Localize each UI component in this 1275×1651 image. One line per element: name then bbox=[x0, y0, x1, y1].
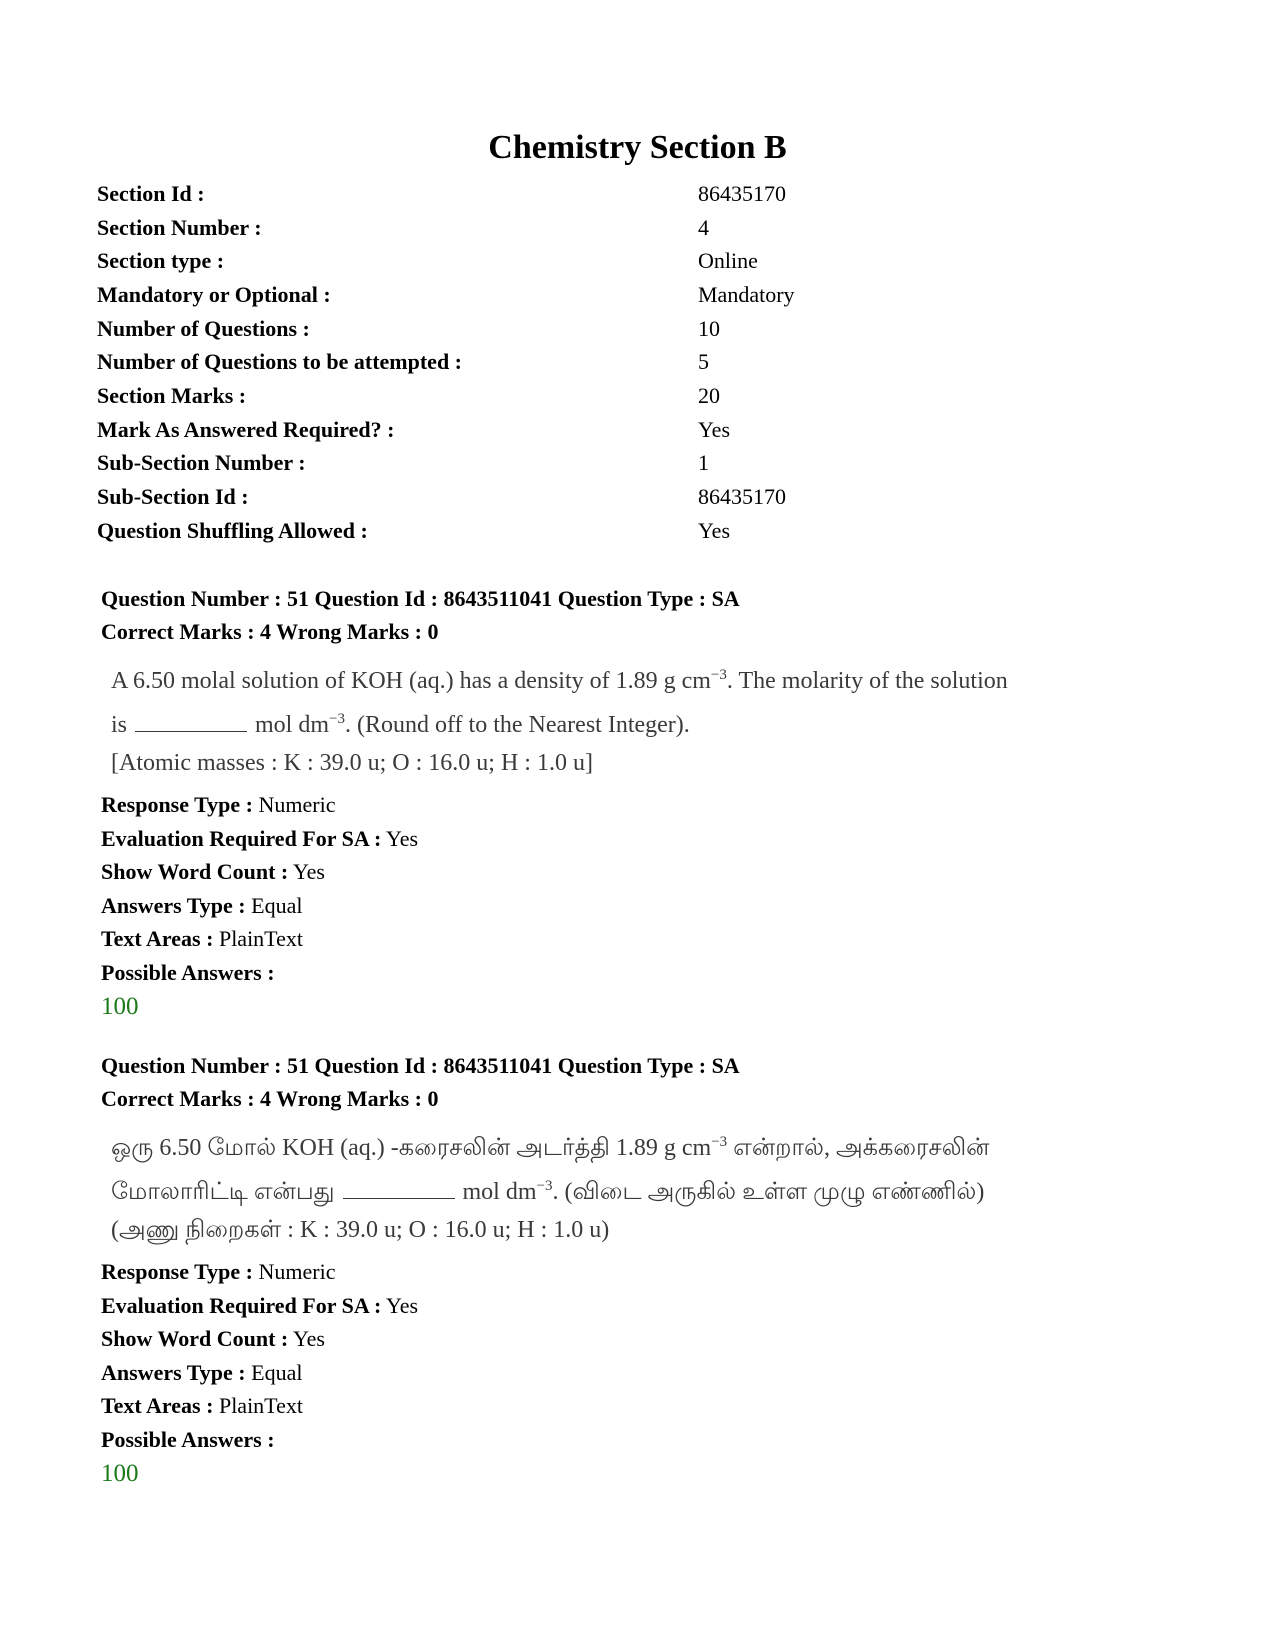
question-text-part: is bbox=[111, 712, 128, 738]
attr-show-word-count bbox=[101, 855, 1221, 889]
meta-row-sub-section-id bbox=[97, 480, 1197, 514]
attr-label: Possible Answers : bbox=[101, 1426, 275, 1452]
attr-value: PlainText bbox=[218, 1393, 303, 1418]
possible-answer-value: 100 bbox=[101, 993, 139, 1020]
superscript: −3 bbox=[329, 711, 345, 727]
meta-value: Online bbox=[698, 248, 758, 274]
attr-text-areas bbox=[101, 922, 1221, 956]
question-text-part: . (Round off to the Nearest Integer). bbox=[345, 712, 690, 738]
question-line bbox=[111, 744, 1221, 782]
meta-row-section-marks bbox=[97, 379, 1197, 413]
attr-label: Answers Type : bbox=[101, 1359, 246, 1385]
meta-label: Question Shuffling Allowed : bbox=[97, 517, 368, 543]
meta-value: 86435170 bbox=[698, 180, 786, 206]
attr-label: Text Areas : bbox=[101, 1393, 214, 1418]
meta-label: Section Id : bbox=[97, 180, 205, 206]
meta-value: Yes bbox=[698, 517, 731, 543]
question-marks: Correct Marks : 4 Wrong Marks : 0 bbox=[101, 619, 439, 644]
meta-value: Yes bbox=[698, 416, 731, 442]
attr-value: Yes bbox=[386, 825, 419, 851]
attr-text-areas bbox=[101, 1389, 1221, 1423]
question-marks: Correct Marks : 4 Wrong Marks : 0 bbox=[101, 1086, 439, 1111]
question-attributes bbox=[101, 788, 1221, 989]
question-block-english bbox=[101, 582, 1221, 1025]
meta-label: Section type : bbox=[97, 248, 225, 274]
question-text-part: மோலாரிட்டி என்பது bbox=[111, 1179, 335, 1205]
superscript: −3 bbox=[710, 667, 727, 683]
attr-answers-type bbox=[101, 1356, 1221, 1390]
question-text bbox=[111, 656, 1221, 782]
meta-value: 4 bbox=[698, 214, 709, 240]
question-text-part: என்றால், அக்கரைசலின் bbox=[727, 1135, 990, 1161]
question-block-tamil bbox=[101, 1049, 1221, 1492]
attr-label: Evaluation Required For SA : bbox=[101, 1292, 382, 1318]
meta-value: 1 bbox=[698, 450, 709, 476]
attr-value: Equal bbox=[251, 1359, 303, 1385]
question-text bbox=[111, 1123, 1221, 1249]
meta-label: Sub-Section Id : bbox=[97, 484, 249, 510]
meta-label: Sub-Section Number : bbox=[97, 450, 306, 476]
meta-row-mandatory bbox=[97, 278, 1197, 312]
meta-label: Number of Questions : bbox=[97, 315, 310, 341]
question-text-part: A 6.50 molal solution of KOH (aq.) has a density of 1.89 g cm bbox=[111, 668, 711, 694]
atomic-masses-note: (அணு நிறைகள் : K : 39.0 u; O : 16.0 u; H : 1.0 u) bbox=[111, 1217, 610, 1243]
meta-label: Section Marks : bbox=[97, 382, 247, 408]
question-line bbox=[111, 1211, 1221, 1249]
meta-value: 86435170 bbox=[698, 484, 786, 510]
question-text-part: mol dm bbox=[255, 712, 330, 738]
question-attributes bbox=[101, 1255, 1221, 1456]
question-text-part: ஒரு 6.50 மோல் KOH (aq.) -கரைசலின் அடர்த்தி 1.89 g cm bbox=[111, 1135, 712, 1161]
question-header: Question Number : 51 Question Id : 8643511041 Question Type : SA bbox=[101, 586, 740, 611]
meta-row-section-id bbox=[97, 177, 1197, 211]
attr-possible-answers bbox=[101, 956, 1221, 990]
atomic-masses-note: [Atomic masses : K : 39.0 u; O : 16.0 u; H : 1.0 u] bbox=[111, 750, 593, 776]
meta-value: 5 bbox=[698, 349, 709, 375]
answer-blank bbox=[343, 1178, 455, 1199]
attr-show-word-count bbox=[101, 1322, 1221, 1356]
question-line bbox=[111, 1167, 1221, 1211]
meta-label: Number of Questions to be attempted : bbox=[97, 349, 463, 375]
meta-row-number-of-questions bbox=[97, 312, 1197, 346]
meta-label: Mark As Answered Required? : bbox=[97, 416, 395, 442]
attr-value: Yes bbox=[386, 1292, 419, 1318]
attr-response-type bbox=[101, 1255, 1221, 1289]
attr-evaluation-required bbox=[101, 822, 1221, 856]
meta-value: Mandatory bbox=[698, 281, 795, 307]
question-line bbox=[111, 656, 1221, 700]
question-text-part: . The molarity of the solution bbox=[726, 668, 1008, 694]
attr-possible-answers bbox=[101, 1423, 1221, 1457]
meta-row-sub-section-number bbox=[97, 447, 1197, 481]
meta-row-questions-to-attempt bbox=[97, 345, 1197, 379]
attr-value: Numeric bbox=[258, 1259, 336, 1284]
attr-label: Show Word Count : bbox=[101, 1326, 289, 1351]
attr-label: Evaluation Required For SA : bbox=[101, 825, 382, 851]
meta-row-section-number bbox=[97, 211, 1197, 245]
meta-value: 10 bbox=[698, 315, 720, 341]
attr-label: Response Type : bbox=[101, 792, 253, 817]
attr-label: Show Word Count : bbox=[101, 859, 289, 884]
attr-value: Yes bbox=[292, 859, 325, 884]
meta-label: Mandatory or Optional : bbox=[97, 281, 331, 307]
question-header: Question Number : 51 Question Id : 8643511041 Question Type : SA bbox=[101, 1053, 740, 1078]
question-text-part: . (விடை அருகில் உள்ள முழு எண்ணில்) bbox=[552, 1179, 985, 1205]
attr-label: Answers Type : bbox=[101, 892, 246, 918]
possible-answer-value: 100 bbox=[101, 1460, 139, 1487]
meta-row-mark-as-answered bbox=[97, 413, 1197, 447]
attr-label: Text Areas : bbox=[101, 926, 214, 951]
question-line bbox=[111, 700, 1221, 744]
attr-value: Equal bbox=[251, 892, 303, 918]
meta-value: 20 bbox=[698, 382, 720, 408]
superscript: −3 bbox=[536, 1178, 553, 1194]
section-meta-table bbox=[97, 177, 1197, 548]
page-title: Chemistry Section B bbox=[488, 129, 787, 166]
meta-label: Section Number : bbox=[97, 214, 262, 240]
meta-row-question-shuffling bbox=[97, 514, 1197, 548]
attr-response-type bbox=[101, 788, 1221, 822]
attr-value: PlainText bbox=[218, 926, 303, 951]
attr-value: Numeric bbox=[258, 792, 336, 817]
attr-evaluation-required bbox=[101, 1289, 1221, 1323]
attr-label: Possible Answers : bbox=[101, 959, 275, 985]
answer-blank bbox=[135, 711, 247, 732]
attr-label: Response Type : bbox=[101, 1259, 253, 1284]
question-line bbox=[111, 1123, 1221, 1167]
question-text-part: mol dm bbox=[462, 1179, 537, 1205]
meta-row-section-type bbox=[97, 244, 1197, 278]
attr-answers-type bbox=[101, 889, 1221, 923]
attr-value: Yes bbox=[292, 1326, 325, 1351]
superscript: −3 bbox=[711, 1134, 728, 1150]
